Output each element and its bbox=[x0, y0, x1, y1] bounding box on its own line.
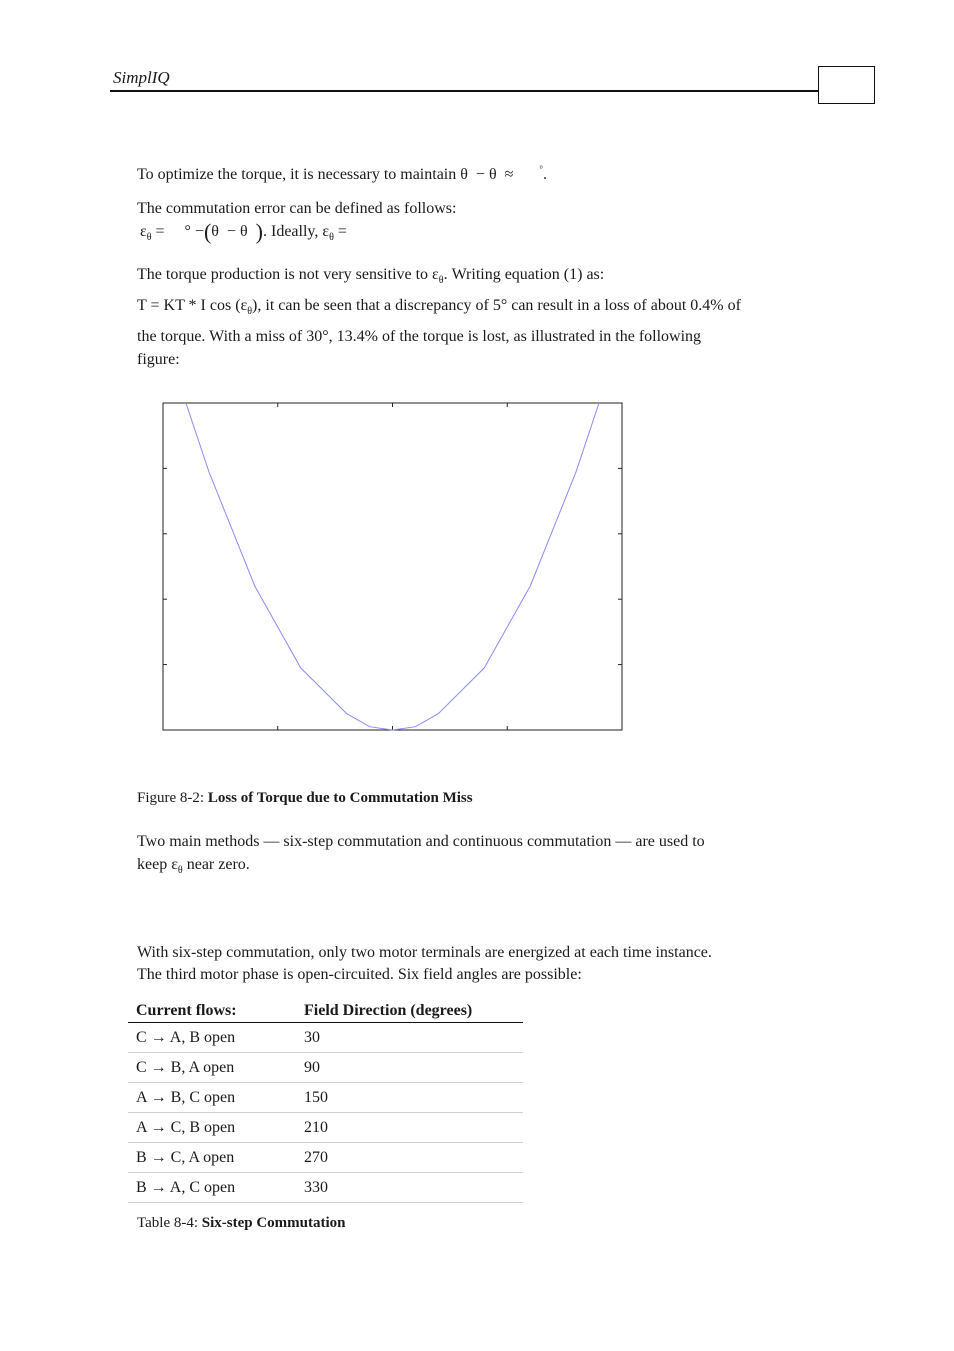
eps-subscript-2: θ bbox=[329, 232, 334, 243]
table-cell: A → B, C open bbox=[128, 1083, 296, 1113]
table-header-field-direction: Field Direction (degrees) bbox=[296, 999, 523, 1023]
paren-open: ( bbox=[203, 219, 212, 244]
table-cell: 210 bbox=[296, 1113, 523, 1143]
series-line bbox=[186, 403, 599, 730]
table-cell: B → C, A open bbox=[128, 1143, 296, 1173]
paragraph-six-step bbox=[137, 942, 837, 986]
paren-close: ) bbox=[255, 219, 263, 244]
table-row bbox=[128, 1053, 523, 1083]
para4-line1: Two main methods — six-step commutation and continuous commutation — are used to bbox=[137, 833, 705, 850]
para1-degree: ° bbox=[539, 164, 543, 174]
para5-line2: The third motor phase is open-circuited. Six field angles are possible: bbox=[137, 966, 582, 983]
table-cell: C → A, B open bbox=[128, 1023, 296, 1053]
para3-line1: The torque production is not very sensitive to $\varepsilon_\theta$. Writing equation (1) as: bbox=[137, 266, 605, 286]
table-caption bbox=[137, 1212, 837, 1235]
table-row bbox=[128, 1113, 523, 1143]
table-caption-title: Six-step Commutation bbox=[201, 1215, 346, 1231]
eq-mid: = ° − bbox=[151, 223, 204, 240]
table-header-row bbox=[128, 999, 523, 1023]
table-cell: A → C, B open bbox=[128, 1113, 296, 1143]
table-row bbox=[128, 1023, 523, 1053]
para3-line2: T = KT * I $\cos (\varepsilon_\theta)$, it can be seen that a discrepancy of 5° can result in a loss of about 0.4% of bbox=[137, 297, 741, 317]
table-cell: C → B, A open bbox=[128, 1053, 296, 1083]
paragraph-two-methods bbox=[137, 830, 837, 882]
table-cell: 270 bbox=[296, 1143, 523, 1173]
six-step-table bbox=[128, 999, 523, 1203]
eps-symbol: ε bbox=[140, 223, 147, 240]
table-row bbox=[128, 1143, 523, 1173]
figure-caption-title: Loss of Torque due to Commutation Miss bbox=[207, 790, 473, 806]
table-cell: B → A, C open bbox=[128, 1173, 296, 1203]
para2-line1: The commutation error can be defined as follows: bbox=[137, 200, 457, 217]
figure-caption bbox=[137, 787, 837, 810]
plot-frame bbox=[163, 403, 622, 730]
table-cell: 30 bbox=[296, 1023, 523, 1053]
eps-subscript: θ bbox=[146, 232, 152, 243]
para1-text: To optimize the torque, it is necessary to maintain bbox=[137, 166, 457, 183]
table-cell: 150 bbox=[296, 1083, 523, 1113]
para3-line3: the torque. With a miss of 30°, 13.4% of the torque is lost, as illustrated in the following bbox=[137, 328, 702, 345]
figure-caption-prefix: Figure 8-2: bbox=[137, 790, 208, 806]
para5-line1: With six-step commutation, only two motor terminals are energized at each time instance. bbox=[137, 944, 712, 961]
eq-end: = bbox=[333, 223, 347, 240]
table-caption-prefix: Table 8-4: bbox=[137, 1215, 202, 1231]
para4-line2: keep $\varepsilon_\theta$ near zero. bbox=[137, 856, 250, 876]
para1-symbols: θ − θ ≈ bbox=[460, 166, 514, 183]
table-row bbox=[128, 1173, 523, 1203]
para1-end: . bbox=[543, 166, 547, 183]
eps-symbol-2: ε bbox=[322, 223, 330, 240]
header-brand: SimplIQ bbox=[113, 68, 170, 87]
table-header-current-flows: Current flows: bbox=[128, 999, 296, 1023]
table-cell: 90 bbox=[296, 1053, 523, 1083]
table-cell: 330 bbox=[296, 1173, 523, 1203]
ideally-text: . Ideally, bbox=[262, 223, 319, 240]
table-row bbox=[128, 1083, 523, 1113]
para3-line4: figure: bbox=[137, 351, 180, 368]
paren-inner: θ − θ bbox=[211, 223, 256, 240]
